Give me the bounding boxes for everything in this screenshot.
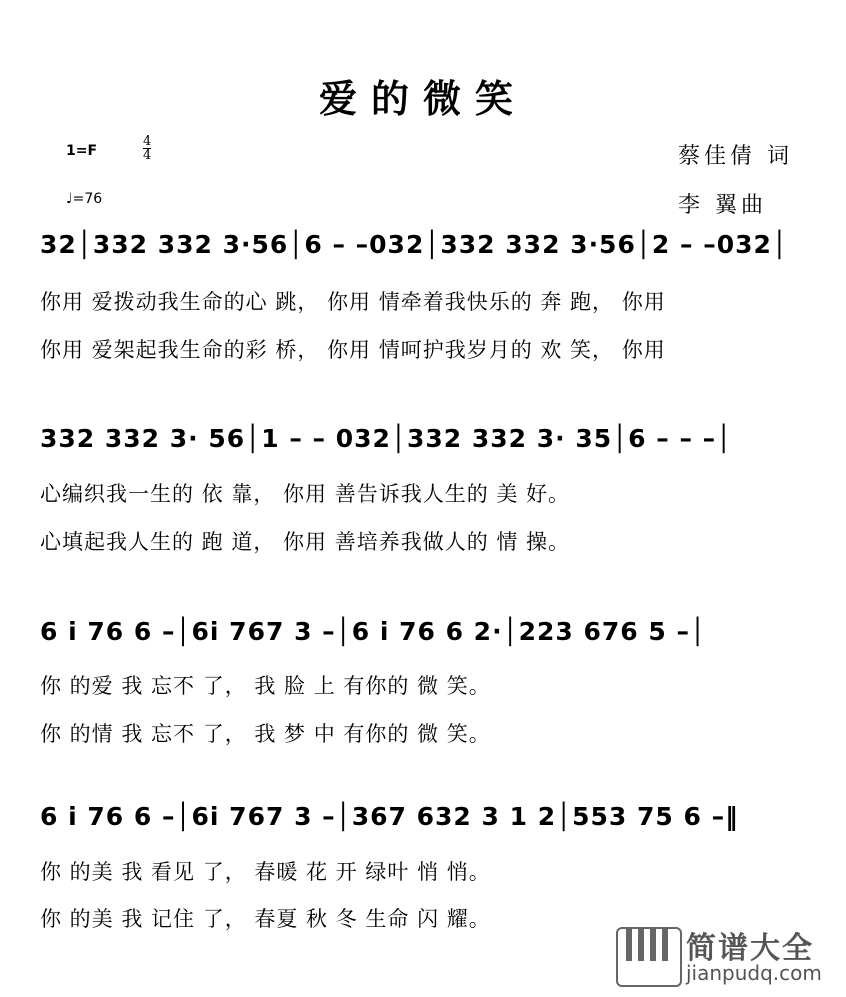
lyric-line-1a: 你用 爱拨动我生命的心 跳， 你用 情牵着我快乐的 奔 跑， 你用 [40,290,666,314]
lyric-line-2a: 心编织我一生的 依 靠， 你用 善告诉我人生的 美 好。 [40,482,571,506]
lyric-line-4a: 你 的美 我 看见 了， 春暖 花 开 绿叶 悄 悄。 [40,860,491,884]
notation-line-4: 6 i 76 6 –│6i 767 3 –│367 632 3 1 2│553 75 6 –‖ [40,802,739,831]
notation-line-3: 6 i 76 6 –│6i 767 3 –│6 i 76 6 2·│223 676 5 –│ [40,617,707,646]
notation-line-1: 32│332 332 3·56│6 – –032│332 332 3·56│2 – –032│ [40,230,788,259]
lyric-line-1b: 你用 爱架起我生命的彩 桥， 你用 情呵护我岁月的 欢 笑， 你用 [40,338,666,362]
lyric-line-2b: 心填起我人生的 跑 道， 你用 善培养我做人的 情 操。 [40,530,571,554]
time-sig-bottom: 4 [143,148,152,163]
song-title: 爱的微笑 [318,76,527,121]
time-signature [143,135,151,163]
lyricist-credit: 蔡佳倩 词 [678,144,793,169]
watermark-text: 简谱大全 [686,931,814,966]
notation-line-2: 332 332 3· 56│1 – – 032│332 332 3· 35│6 – – –│ [40,424,733,453]
lyric-line-4b: 你 的美 我 记住 了， 春夏 秋 冬 生命 闪 耀。 [40,907,491,931]
time-sig-top: 4 [143,134,152,149]
lyric-line-3a: 你 的爱 我 忘不 了， 我 脸 上 有你的 微 笑。 [40,674,491,698]
watermark-url: jianpudq.com [686,961,822,985]
watermark-logo [616,923,836,987]
key-signature: 1=F [66,143,98,159]
composer-credit: 李 翼曲 [678,193,767,218]
tempo-mark: ♩=76 [66,191,103,207]
lyric-line-3b: 你 的情 我 忘不 了， 我 梦 中 有你的 微 笑。 [40,722,491,746]
piano-keys-icon [616,927,682,987]
